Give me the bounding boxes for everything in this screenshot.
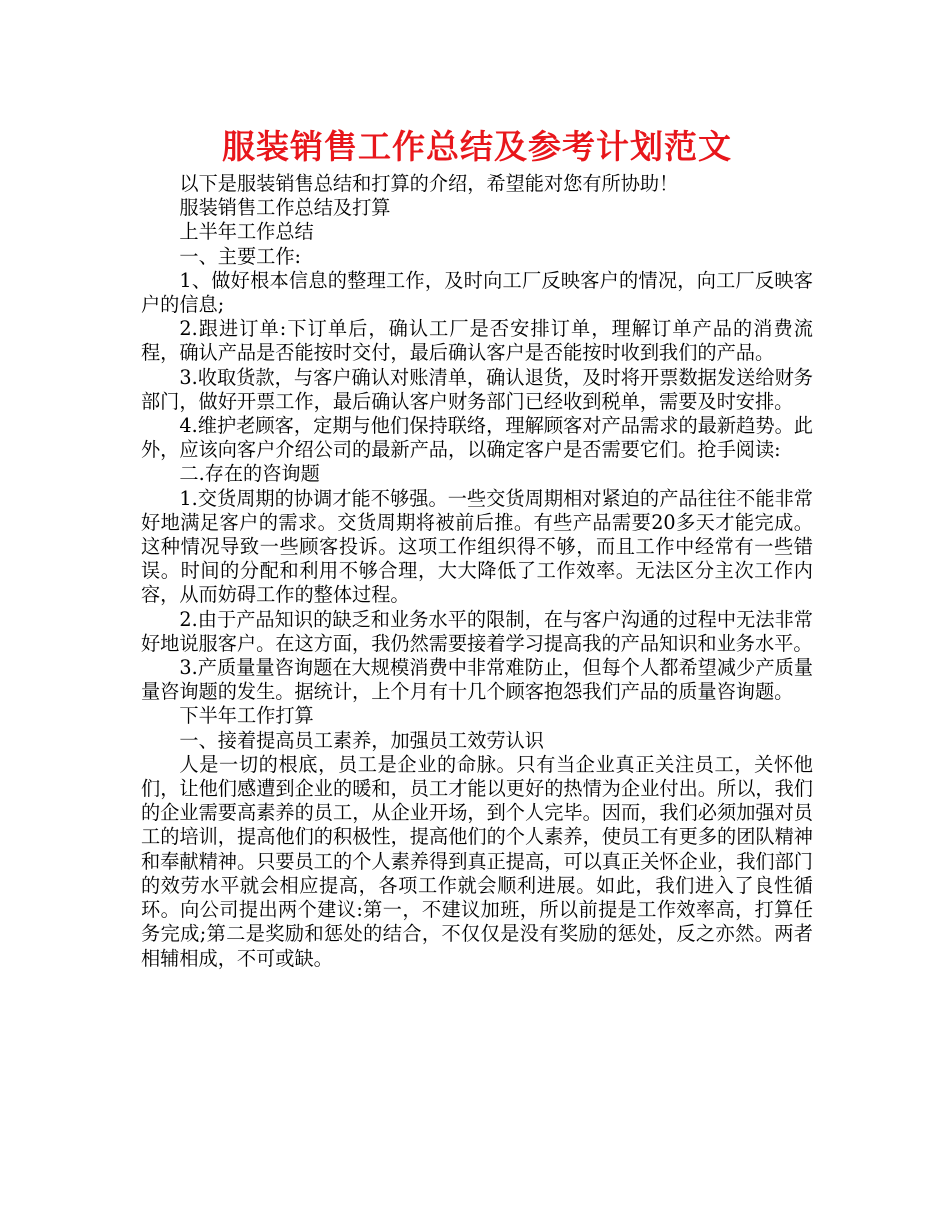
subsection-heading-problems: 二.存在的咨询题	[179, 462, 320, 486]
subsection-heading-staff: 一、接着提高员工素养，加强员工效劳认识	[179, 728, 544, 752]
paragraph-work-item-3: 3.收取货款，与客户确认对账清单，确认退货，及时将开票数据发送给财务部门，做好开票工作，最后确认客户财务部门已经收到税单，需要及时安排。	[141, 365, 813, 413]
paragraph-staff: 人是一切的根底，员工是企业的命脉。只有当企业真正关注员工，关怀他们，让他们感遭到企业的暖和，员工才能以更好的热情为企业付出。所以，我们的企业需要高素养的员工，从企业开场，到个人完毕。因而，我们必须加强对员工的培训，提高他们的积极性，提高他们的个人素养，使员工有更多的团队精神和奉献精神。只要员工的个人素养得到真正提高，可以真正关怀企业，我们部门的效劳水平就会相应提高，各项工作就会顺利进展。如此，我们进入了良性循环。向公司提出两个建议:第一，不建议加班，所以前提是工作效率高，打算任务完成;第二是奖励和惩处的结合，不仅仅是没有奖励的惩处，反之亦然。两者相辅相成，不可或缺。	[141, 752, 813, 970]
section-heading-first-half: 上半年工作总结	[179, 220, 314, 244]
paragraph-work-item-4: 4.维护老顾客，定期与他们保持联络，理解顾客对产品需求的最新趋势。此外，应该向客户介绍公司的最新产品，以确定客户是否需要它们。抢手阅读:	[141, 414, 813, 462]
intro-paragraph: 以下是服装销售总结和打算的介绍，希望能对您有所协助！	[179, 172, 679, 195]
subsection-heading-main-work: 一、主要工作:	[179, 244, 301, 268]
subtitle-line: 服装销售工作总结及打算	[179, 196, 391, 220]
paragraph-work-item-2: 2.跟进订单:下订单后，确认工厂是否安排订单，理解订单产品的消费流程，确认产品是否能按时交付，最后确认客户是否能按时收到我们的产品。	[141, 317, 813, 365]
section-heading-second-half: 下半年工作打算	[179, 704, 314, 728]
document-page	[141, 122, 813, 971]
document-body	[141, 172, 813, 971]
document-title: 服装销售工作总结及参考计划范文	[222, 127, 732, 166]
paragraph-problem-1: 1.交货周期的协调才能不够强。一些交货周期相对紧迫的产品往往不能非常好地满足客户的需求。交货周期将被前后推。有些产品需要20多天才能完成。这种情况导致一些顾客投诉。这项工作组织得不够，而且工作中经常有一些错误。时间的分配和利用不够合理，大大降低了工作效率。无法区分主次工作内容，从而妨碍工作的整体过程。	[141, 486, 813, 607]
paragraph-work-item-1: 1、做好根本信息的整理工作，及时向工厂反映客户的情况，向工厂反映客户的信息;	[141, 268, 813, 317]
paragraph-problem-3: 3.产质量量咨询题在大规模消费中非常难防止，但每个人都希望减少产质量量咨询题的发生。据统计，上个月有十几个顾客抱怨我们产品的质量咨询题。	[141, 656, 813, 704]
paragraph-problem-2: 2.由于产品知识的缺乏和业务水平的限制，在与客户沟通的过程中无法非常好地说服客户。在这方面，我仍然需要接着学习提高我的产品知识和业务水平。	[141, 607, 813, 655]
